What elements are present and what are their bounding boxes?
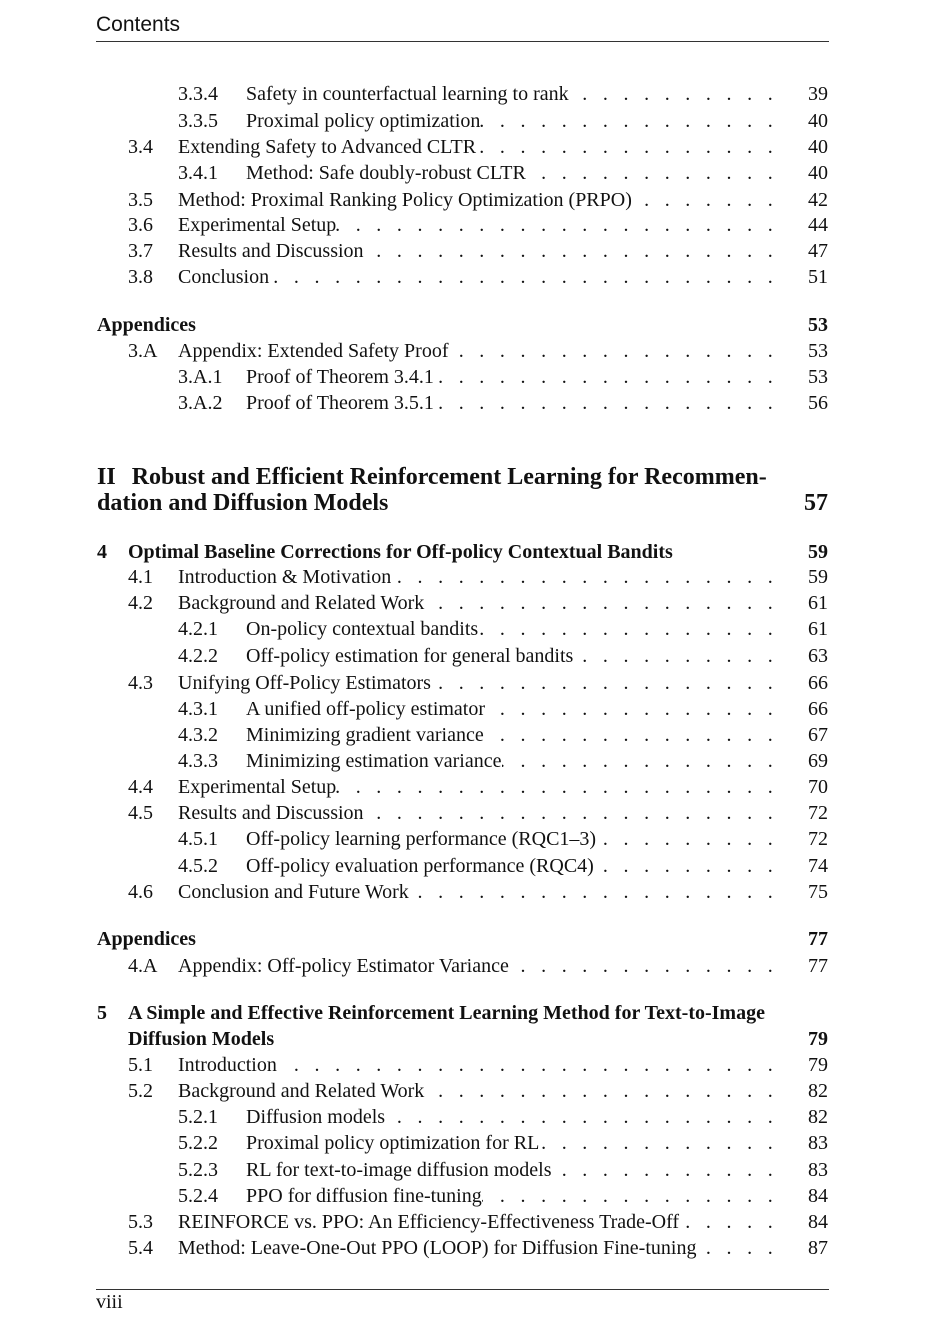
entry-title[interactable]: Appendices (97, 314, 196, 336)
entry-page: 53 (808, 340, 828, 362)
toc-entry[interactable] (0, 670, 940, 696)
dot-leader (478, 616, 778, 642)
toc-entry[interactable] (0, 953, 940, 979)
entry-page: 40 (808, 136, 828, 158)
entry-number: 3.A.1 (178, 366, 223, 388)
entry-title[interactable]: Extending Safety to Advanced CLTR (178, 136, 477, 158)
toc-entry[interactable] (0, 338, 940, 364)
dot-leader (434, 390, 778, 416)
entry-page: 74 (808, 855, 828, 877)
part-heading[interactable] (97, 464, 767, 490)
entry-page: 82 (808, 1080, 828, 1102)
dot-leader (485, 696, 778, 722)
entry-title-wrap (246, 160, 778, 186)
dot-leader (277, 1052, 778, 1078)
entry-number: 3.3.5 (178, 110, 218, 132)
dot-leader (484, 722, 778, 748)
entry-page: 53 (808, 314, 828, 336)
entry-page: 40 (808, 110, 828, 132)
entry-title-wrap (246, 643, 778, 669)
entry-number: 4.3.3 (178, 750, 218, 772)
entry-number: 3.6 (128, 214, 153, 236)
entry-page: 63 (808, 645, 828, 667)
toc-entry[interactable] (0, 1130, 940, 1156)
toc-entry[interactable] (0, 1052, 940, 1078)
toc-entry[interactable] (0, 1000, 940, 1026)
footer-rule (96, 1289, 829, 1290)
entry-title[interactable]: A unified off-policy estimator (246, 698, 486, 720)
entry-title[interactable]: Method: Safe doubly-robust CLTR (246, 162, 526, 184)
entry-title[interactable]: Off-policy learning performance (RQC1–3) (246, 828, 597, 850)
entry-title[interactable]: Appendix: Off-policy Estimator Variance (178, 955, 509, 977)
entry-title[interactable]: Results and Discussion (178, 240, 364, 262)
entry-page: 79 (808, 1054, 828, 1076)
entry-page: 40 (808, 162, 828, 184)
entry-title-wrap (178, 1052, 778, 1078)
entry-page: 83 (808, 1159, 828, 1181)
toc-entry[interactable] (0, 390, 940, 416)
toc-entry[interactable] (0, 564, 940, 590)
toc-entry[interactable] (0, 643, 940, 669)
entry-number: 3.8 (128, 266, 153, 288)
part-number: II (97, 464, 116, 490)
entry-page: 51 (808, 266, 828, 288)
part-title-line2: dation and Diffusion Models (97, 490, 389, 516)
entry-title-line2: Diffusion Models (128, 1028, 275, 1050)
entry-title[interactable]: Conclusion (178, 266, 270, 288)
entry-number: 3.7 (128, 240, 153, 262)
entry-title[interactable]: Minimizing estimation variance (246, 750, 502, 772)
entry-title[interactable]: Method: Leave-One-Out PPO (LOOP) for Diffusion Fine-tuning (178, 1237, 697, 1259)
entry-title[interactable]: Unifying Off-Policy Estimators (178, 672, 431, 694)
entry-title-wrap (246, 826, 778, 852)
dot-leader (385, 1104, 778, 1130)
entry-title-wrap (178, 238, 778, 264)
entry-title-wrap (246, 1130, 778, 1156)
toc-entry[interactable] (0, 590, 940, 616)
entry-title[interactable]: Experimental Setup (178, 776, 337, 798)
part-title-line1: Robust and Efficient Reinforcement Learning for Recommen- (131, 464, 767, 490)
dot-leader (539, 1130, 778, 1156)
entry-number: 4.3.1 (178, 698, 218, 720)
entry-title[interactable]: Diffusion models (246, 1106, 386, 1128)
toc-entry[interactable] (0, 160, 940, 186)
toc-entry[interactable] (0, 1183, 940, 1209)
entry-page: 67 (808, 724, 828, 746)
entry-title[interactable]: Background and Related Work (178, 1080, 425, 1102)
entry-title-wrap (246, 696, 778, 722)
page-number: viii (96, 1291, 123, 1313)
entry-title-wrap (178, 187, 778, 213)
toc-entry[interactable] (0, 1209, 940, 1235)
dot-leader (449, 338, 779, 364)
entry-title-wrap (178, 564, 778, 590)
dot-leader (476, 134, 778, 160)
entry-title-wrap (178, 879, 778, 905)
toc-entry[interactable] (0, 696, 940, 722)
entry-title[interactable]: Appendix: Extended Safety Proof (178, 340, 449, 362)
entry-number: 4.6 (128, 881, 153, 903)
toc-entry[interactable] (0, 134, 940, 160)
entry-page: 72 (808, 828, 828, 850)
entry-title-wrap (246, 108, 778, 134)
entry-title[interactable]: Background and Related Work (178, 592, 425, 614)
entry-title-wrap (178, 800, 778, 826)
entry-number: 5.2 (128, 1080, 153, 1102)
entry-number: 4.3.2 (178, 724, 218, 746)
entry-title[interactable]: Introduction & Motivation (178, 566, 392, 588)
entry-number: 5.1 (128, 1054, 153, 1076)
entry-page: 77 (808, 955, 828, 977)
entry-title[interactable]: Introduction (178, 1054, 277, 1076)
entry-title-wrap (97, 312, 778, 338)
dot-leader (431, 670, 778, 696)
entry-page: 42 (808, 189, 828, 211)
toc-entry[interactable] (0, 800, 940, 826)
toc-entry[interactable] (0, 108, 940, 134)
entry-title[interactable]: Minimizing gradient variance (246, 724, 484, 746)
entry-title-wrap (178, 1235, 778, 1261)
toc-entry[interactable] (0, 238, 940, 264)
toc-entry-continued[interactable] (0, 1026, 940, 1052)
dot-leader (409, 879, 778, 905)
entry-title[interactable]: On-policy contextual bandits (246, 618, 479, 640)
dot-leader (424, 590, 778, 616)
entry-title[interactable]: Off-policy evaluation performance (RQC4) (246, 855, 594, 877)
entry-title[interactable]: Method: Proximal Ranking Policy Optimization (PRPO) (178, 189, 632, 211)
entry-title-wrap (246, 390, 778, 416)
entry-number: 5.2.4 (178, 1185, 218, 1207)
entry-title-wrap (178, 774, 778, 800)
entry-page: 84 (808, 1211, 828, 1233)
entry-page: 53 (808, 366, 828, 388)
entry-title-wrap (178, 1209, 778, 1235)
entry-title-wrap (178, 590, 778, 616)
entry-page: 59 (808, 541, 828, 563)
entry-number: 3.A (128, 340, 158, 362)
entry-number: 5.3 (128, 1211, 153, 1233)
entry-page: 84 (808, 1185, 828, 1207)
dot-leader (336, 774, 778, 800)
dot-leader (509, 953, 778, 979)
dot-leader (552, 1157, 779, 1183)
entry-title[interactable]: Optimal Baseline Corrections for Off-policy Contextual Bandits (128, 541, 673, 563)
entry-title-wrap (246, 722, 778, 748)
entry-number: 3.4.1 (178, 162, 218, 184)
entry-number: 4.A (128, 955, 158, 977)
dot-leader (526, 160, 778, 186)
dot-leader (391, 564, 778, 590)
entry-number: 4.4 (128, 776, 153, 798)
entry-page: 82 (808, 1106, 828, 1128)
entry-title-wrap (178, 1078, 778, 1104)
entry-number: 5.2.3 (178, 1159, 218, 1181)
entry-title[interactable]: Appendices (97, 928, 196, 950)
toc-entry[interactable] (0, 748, 940, 774)
entry-number: 3.A.2 (178, 392, 223, 414)
entry-title-wrap (246, 748, 778, 774)
entry-number: 5.2.1 (178, 1106, 218, 1128)
entry-page: 69 (808, 750, 828, 772)
entry-title-wrap (178, 338, 778, 364)
toc-entry[interactable] (0, 81, 940, 107)
dot-leader (364, 238, 778, 264)
part-page: 57 (804, 490, 828, 516)
entry-number: 4.5 (128, 802, 153, 824)
dot-leader (573, 643, 778, 669)
entry-page: 87 (808, 1237, 828, 1259)
entry-number: 4.5.1 (178, 828, 218, 850)
dot-leader (632, 187, 778, 213)
toc-entry[interactable] (0, 539, 940, 565)
entry-number: 3.4 (128, 136, 153, 158)
entry-title[interactable]: Off-policy estimation for general bandits (246, 645, 574, 667)
entry-title[interactable]: Experimental Setup (178, 214, 337, 236)
entry-title-wrap (246, 853, 778, 879)
entry-page: 66 (808, 672, 828, 694)
toc-entry[interactable] (0, 879, 940, 905)
dot-leader (596, 826, 778, 852)
dot-leader (482, 1183, 778, 1209)
part-heading-line2[interactable] (97, 490, 388, 516)
entry-page: 83 (808, 1132, 828, 1154)
dot-leader (594, 853, 778, 879)
dot-leader (569, 81, 778, 107)
entry-title-wrap (178, 953, 778, 979)
entry-page: 61 (808, 592, 828, 614)
entry-title-wrap (246, 1183, 778, 1209)
entry-page: 59 (808, 566, 828, 588)
entry-number: 3.5 (128, 189, 153, 211)
entry-number: 4 (97, 541, 107, 563)
entry-number: 5.4 (128, 1237, 153, 1259)
entry-title[interactable]: REINFORCE vs. PPO: An Efficiency-Effectiveness Trade-Off (178, 1211, 680, 1233)
toc-entry[interactable] (0, 1078, 940, 1104)
dot-leader (269, 264, 778, 290)
entry-number: 5.2.2 (178, 1132, 218, 1154)
toc-entry[interactable] (0, 364, 940, 390)
entry-number: 4.2.2 (178, 645, 218, 667)
entry-title-wrap (97, 926, 778, 952)
entry-title-wrap (246, 1157, 778, 1183)
toc-entry[interactable] (0, 853, 940, 879)
toc-entry[interactable] (0, 1104, 940, 1130)
toc-entry[interactable] (0, 187, 940, 213)
entry-title[interactable]: RL for text-to-image diffusion models (246, 1159, 552, 1181)
entry-page: 39 (808, 83, 828, 105)
entry-page: 79 (808, 1028, 828, 1050)
entry-title-wrap (128, 1000, 800, 1026)
entry-page: 47 (808, 240, 828, 262)
toc-entry[interactable] (0, 264, 940, 290)
toc-entry[interactable] (0, 926, 940, 952)
entry-title[interactable]: Proximal policy optimization for RL (246, 1132, 540, 1154)
entry-page: 77 (808, 928, 828, 950)
entry-title-wrap (246, 616, 778, 642)
entry-page: 66 (808, 698, 828, 720)
entry-page: 70 (808, 776, 828, 798)
dot-leader (502, 748, 779, 774)
entry-number: 5 (97, 1002, 107, 1024)
entry-number: 4.5.2 (178, 855, 218, 877)
entry-title[interactable]: Proof of Theorem 3.4.1 (246, 366, 434, 388)
toc-entry[interactable] (0, 1157, 940, 1183)
dot-leader (480, 108, 778, 134)
entry-title[interactable]: Safety in counterfactual learning to rank (246, 83, 569, 105)
toc-entry[interactable] (0, 826, 940, 852)
toc-entry[interactable] (0, 774, 940, 800)
entry-title-wrap (178, 212, 778, 238)
entry-title-wrap (246, 364, 778, 390)
entry-number: 3.3.4 (178, 83, 218, 105)
entry-title[interactable]: Proof of Theorem 3.5.1 (246, 392, 434, 414)
entry-title-wrap (246, 1104, 778, 1130)
entry-page: 44 (808, 214, 828, 236)
entry-title[interactable]: Conclusion and Future Work (178, 881, 409, 903)
toc-entry[interactable] (0, 312, 940, 338)
dot-leader (364, 800, 778, 826)
entry-title-wrap (128, 539, 778, 565)
dot-leader (434, 364, 778, 390)
entry-page: 72 (808, 802, 828, 824)
entry-page: 75 (808, 881, 828, 903)
entry-number: 4.2 (128, 592, 153, 614)
entry-page: 61 (808, 618, 828, 640)
entry-number: 4.1 (128, 566, 153, 588)
entry-number: 4.2.1 (178, 618, 218, 640)
toc-entry[interactable] (0, 212, 940, 238)
entry-number: 4.3 (128, 672, 153, 694)
toc-entry[interactable] (0, 722, 940, 748)
entry-title[interactable]: PPO for diffusion fine-tuning (246, 1185, 482, 1207)
header-rule (96, 41, 829, 42)
entry-title-wrap (178, 134, 778, 160)
entry-title-wrap (178, 670, 778, 696)
toc-entry[interactable] (0, 616, 940, 642)
entry-title-wrap (178, 264, 778, 290)
dot-leader (336, 212, 778, 238)
entry-page: 56 (808, 392, 828, 414)
entry-title[interactable]: A Simple and Effective Reinforcement Learning Method for Text-to-Image (128, 1002, 765, 1024)
toc-entry[interactable] (0, 1235, 940, 1261)
dot-leader (696, 1235, 778, 1261)
entry-title[interactable]: Proximal policy optimization (246, 110, 481, 132)
entry-title[interactable]: Results and Discussion (178, 802, 364, 824)
entry-title-wrap (246, 81, 778, 107)
running-header: Contents (96, 13, 181, 36)
dot-leader (679, 1209, 778, 1235)
dot-leader (424, 1078, 778, 1104)
